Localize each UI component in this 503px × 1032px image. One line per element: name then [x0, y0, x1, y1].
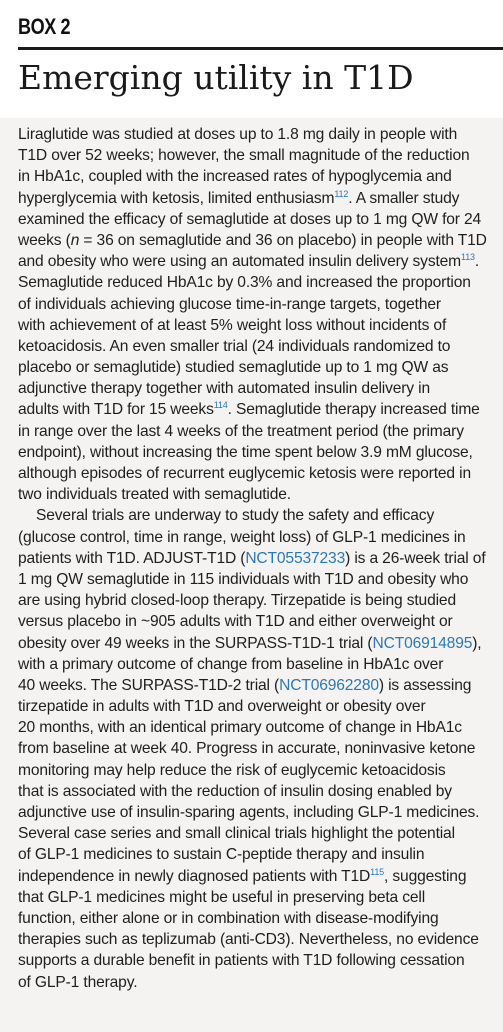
- text-line: [18, 866, 503, 887]
- text-segment: adults with T1D for 15 weeks: [18, 401, 214, 419]
- text-segment: that GLP-1 medicines might be useful in preserving beta cell: [18, 888, 426, 906]
- text-segment: ) is a 26-week trial of: [345, 549, 486, 567]
- text-segment: 20 months, with an identical primary outcome of change in HbA1c: [18, 719, 462, 737]
- text-segment: function, either alone or in combination with disease-modifying: [18, 909, 439, 927]
- text-segment: obesity over 49 weeks in the SURPASS-T1D-1 trial (: [18, 634, 373, 652]
- text-segment: and obesity who were using an automated insulin delivery system: [18, 253, 462, 271]
- text-line: [18, 399, 503, 420]
- text-line: [18, 738, 503, 759]
- text-line: [18, 378, 503, 399]
- reference-superscript[interactable]: 115: [370, 866, 385, 877]
- text-segment: with a primary outcome of change from baseline in HbA1c over: [18, 655, 444, 673]
- text-segment: although episodes of recurrent euglycemic ketosis were reported in: [18, 465, 471, 482]
- text-line: [18, 166, 503, 187]
- text-line: [18, 950, 503, 971]
- header-rule: [18, 47, 503, 50]
- text-segment: ),: [472, 634, 482, 652]
- text-segment: 1 mg QW semaglutide in 115 individuals with T1D and obesity who: [18, 570, 469, 588]
- text-segment: Several case series and small clinical trials highlight the potential: [18, 825, 455, 843]
- text-segment: independence in newly diagnosed patients with T1D: [18, 867, 371, 885]
- text-line: [18, 442, 503, 463]
- box-title: Emerging utility in T1D: [18, 58, 414, 97]
- box-label: BOX 2: [18, 14, 71, 39]
- text-segment: versus placebo in ~905 adults with T1D and either overweight or: [18, 613, 453, 631]
- text-segment: endpoint), without increasing the time spent below 3.9 mM glucose,: [18, 443, 473, 461]
- text-line: [18, 887, 503, 908]
- text-segment: ketoacidosis. An even smaller trial (24 individuals randomized to: [18, 337, 451, 355]
- text-line: [18, 972, 503, 993]
- text-segment: placebo or semaglutide) studied semaglutide up to 1 mg QW as: [18, 359, 449, 377]
- text-line: [18, 188, 503, 209]
- reference-superscript[interactable]: 112: [334, 188, 349, 199]
- text-line: [18, 823, 503, 844]
- text-line: [18, 802, 503, 823]
- text-line: [18, 484, 503, 505]
- text-line: [18, 336, 503, 357]
- text-line: [18, 527, 503, 548]
- trial-link-nct05537233[interactable]: NCT05537233: [245, 549, 346, 567]
- text-segment: supports a durable benefit in patients with T1D following cessation: [18, 952, 465, 970]
- text-segment: in range over the last 4 weeks of the treatment period (the primary: [18, 422, 464, 440]
- text-line: [18, 760, 503, 781]
- text-line: [18, 569, 503, 590]
- text-segment: in HbA1c, coupled with the increased rates of hypoglycemia and: [18, 168, 452, 186]
- trial-link-nct06962280[interactable]: NCT06962280: [279, 676, 379, 694]
- text-line: [18, 717, 503, 738]
- text-line: [18, 548, 503, 569]
- box-body-text: [18, 124, 503, 993]
- text-segment: T1D over 52 weeks; however, the small magnitude of the reduction: [18, 147, 470, 165]
- text-line: [18, 463, 503, 484]
- text-segment: adjunctive therapy together with automated insulin delivery in: [18, 380, 430, 398]
- text-line: [18, 654, 503, 675]
- reference-superscript[interactable]: 113: [461, 252, 475, 263]
- text-segment: Liraglutide was studied at doses up to 1.8 mg daily in people with: [18, 126, 458, 143]
- italic-variable: n: [70, 231, 80, 249]
- text-segment: = 36 on semaglutide and 36 on placebo) in people with T1D: [79, 231, 487, 249]
- text-line: [18, 633, 503, 654]
- text-segment: are using hybrid closed-loop therapy. Tirzepatide is being studied: [18, 592, 456, 610]
- text-segment: examined the efficacy of semaglutide at doses up to 1 mg QW for 24: [18, 210, 482, 228]
- text-segment: of individuals achieving glucose time-in-range targets, together: [18, 295, 441, 313]
- text-segment: therapies such as teplizumab (anti-CD3). Nevertheless, no evidence: [18, 931, 479, 949]
- text-line: [18, 696, 503, 717]
- text-segment: from baseline at week 40. Progress in accurate, noninvasive ketone: [18, 740, 476, 758]
- text-line: [18, 357, 503, 378]
- text-segment: of GLP-1 medicines to sustain C-peptide therapy and insulin: [18, 846, 425, 864]
- text-line: [18, 505, 503, 526]
- text-line: [18, 929, 503, 950]
- text-line: [18, 781, 503, 802]
- reference-superscript[interactable]: 114: [213, 400, 228, 411]
- text-segment: adjunctive use of insulin-sparing agents, including GLP-1 medicines.: [18, 804, 480, 821]
- text-line: [18, 675, 503, 696]
- text-segment: monitoring may help reduce the risk of euglycemic ketoacidosis: [18, 761, 446, 779]
- text-segment: . Semaglutide therapy increased time: [227, 401, 480, 419]
- text-line: [18, 611, 503, 632]
- trial-link-nct06914895[interactable]: NCT06914895: [372, 634, 473, 652]
- text-segment: tirzepatide in adults with T1D and overweight or obesity over: [18, 698, 426, 716]
- text-segment: patients with T1D. ADJUST-T1D (: [18, 549, 246, 567]
- text-line: [18, 908, 503, 929]
- text-segment: 40 weeks. The SURPASS-T1D-2 trial (: [18, 676, 280, 694]
- text-segment: Several trials are underway to study the safety and efficacy: [36, 507, 435, 525]
- text-line: [18, 209, 503, 230]
- text-segment: Semaglutide reduced HbA1c by 0.3% and increased the proportion: [18, 274, 471, 292]
- text-segment: hyperglycemia with ketosis, limited enthusiasm: [18, 189, 335, 207]
- text-line: [18, 590, 503, 611]
- text-segment: of GLP-1 therapy.: [18, 973, 138, 991]
- text-segment: ) is assessing: [378, 676, 472, 694]
- text-segment: with achievement of at least 5% weight loss without incidents of: [18, 316, 447, 334]
- text-line: [18, 251, 503, 272]
- text-line: [18, 315, 503, 336]
- text-line: [18, 844, 503, 865]
- text-segment: .: [474, 253, 480, 271]
- text-line: [18, 230, 503, 251]
- text-line: [18, 124, 503, 145]
- text-segment: (glucose control, time in range, weight loss) of GLP-1 medicines in: [18, 528, 466, 546]
- text-line: [18, 272, 503, 293]
- text-line: [18, 145, 503, 166]
- text-line: [18, 294, 503, 315]
- text-segment: weeks (: [18, 231, 71, 249]
- text-segment: , suggesting: [384, 867, 467, 885]
- text-line: [18, 421, 503, 442]
- text-segment: that is associated with the reduction of insulin dosing enabled by: [18, 782, 452, 800]
- text-segment: . A smaller study: [348, 189, 460, 207]
- text-segment: two individuals treated with semaglutide.: [18, 486, 291, 504]
